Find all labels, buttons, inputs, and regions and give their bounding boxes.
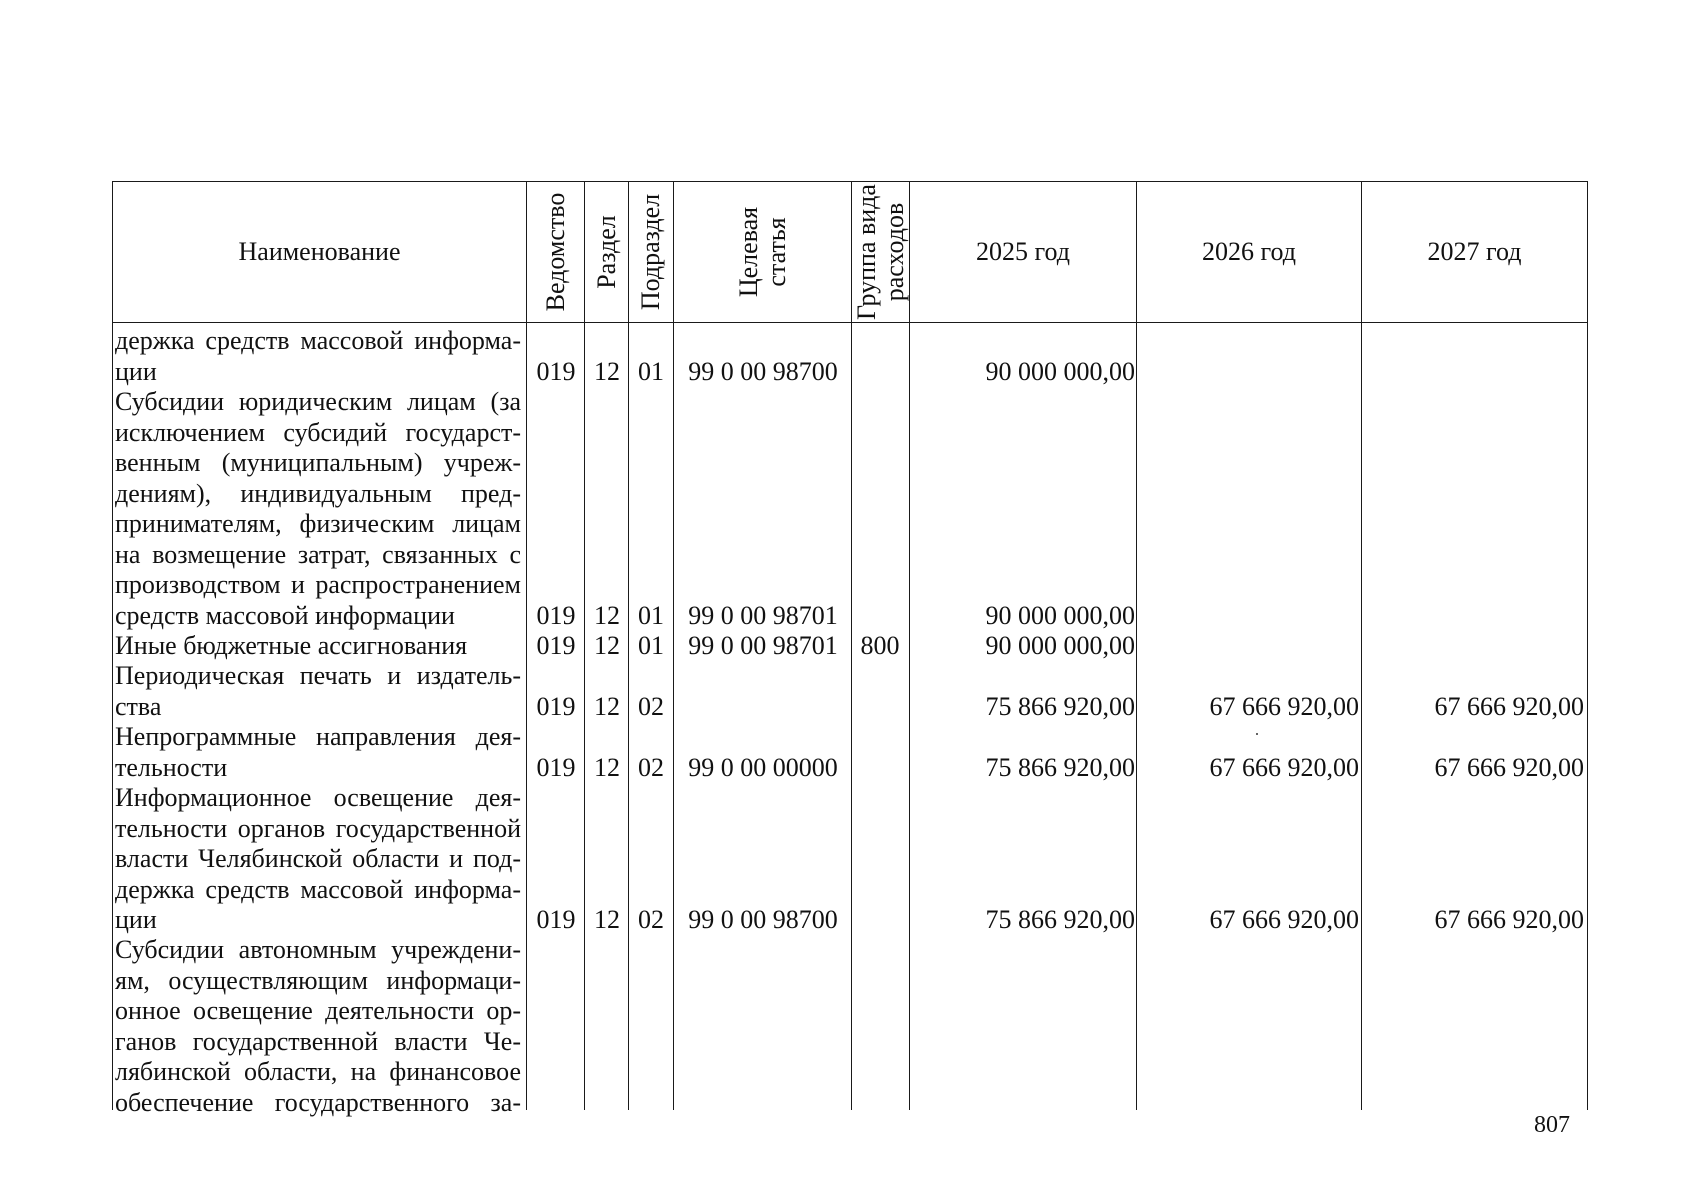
cell-celevaya: 99 0 00 00000 [688, 752, 838, 782]
cell-vedomstvo: 019 [536, 905, 576, 934]
cell-2025: 90 000 000,00 [985, 631, 1135, 660]
cell-2025: 75 866 920,00 [985, 691, 1135, 721]
cell-podrazdel: 02 [638, 905, 664, 934]
header-2025: 2025 год [909, 181, 1137, 323]
cell-podrazdel: 02 [638, 752, 664, 782]
cell-celevaya: 99 0 00 98701 [688, 600, 838, 630]
cell-vedomstvo: 019 [536, 752, 576, 782]
cell-2027: 67 666 920,00 [1434, 905, 1584, 934]
cell-razdel: 12 [594, 631, 620, 660]
cell-2026: 67 666 920,00 [1209, 691, 1359, 721]
cell-podrazdel: 02 [638, 691, 664, 721]
grid-line [909, 322, 910, 1110]
header-podrazdel: Подраздел [628, 181, 674, 323]
header-gruppa-vida-rashodov: Группа вида расходов [851, 181, 910, 323]
cell-razdel: 12 [594, 905, 620, 934]
grid-line [584, 322, 585, 1110]
cell-2025: 75 866 920,00 [985, 752, 1135, 782]
grid-line [526, 322, 527, 1110]
cell-razdel: 12 [594, 691, 620, 721]
grid-line [673, 322, 674, 1110]
header-celevaya-statya: Целевая статья [673, 181, 852, 323]
header-2026: 2026 год [1136, 181, 1362, 323]
cell-2027: 67 666 920,00 [1434, 752, 1584, 782]
cell-celevaya: 99 0 00 98700 [688, 905, 838, 934]
header-vedomstvo: Ведомство [526, 181, 585, 323]
row-name: Информационное освещение дея- тельности органов государственной власти Челябинской области и под- держка средств массовой информа- ции [115, 783, 521, 934]
cell-celevaya: 99 0 00 98701 [688, 631, 838, 660]
grid-line [112, 322, 113, 1110]
cell-podrazdel: 01 [638, 600, 664, 630]
cell-2025: 90 000 000,00 [985, 356, 1135, 386]
row-name: Иные бюджетные ассигнования [115, 631, 468, 660]
grid-line [628, 322, 629, 1110]
row-name: Субсидии автономным учреждени- ям, осуществляющим информаци- онное освещение деятельности ор- ганов государственной власти Че- лябинской области, на финансовое обеспечение государственного за- [115, 935, 521, 1117]
cell-vedomstvo: 019 [536, 631, 576, 660]
row-name: Периодическая печать и издатель- ства [115, 661, 521, 721]
cell-razdel: 12 [594, 752, 620, 782]
row-name: держка средств массовой информа- ции [115, 326, 521, 386]
row-name: Непрограммные направления дея- тельности [115, 722, 521, 782]
header-name: Наименование [112, 181, 527, 323]
grid-line [1587, 322, 1588, 1110]
cell-2025: 75 866 920,00 [985, 905, 1135, 934]
cell-podrazdel: 01 [638, 356, 664, 386]
cell-2026: 67 666 920,00 [1209, 752, 1359, 782]
cell-podrazdel: 01 [638, 631, 664, 660]
cell-2027: 67 666 920,00 [1434, 691, 1584, 721]
header-2027: 2027 год [1361, 181, 1588, 323]
cell-vedomstvo: 019 [536, 356, 576, 386]
cell-razdel: 12 [594, 600, 620, 630]
scan-speck [1256, 733, 1258, 735]
grid-line [851, 322, 852, 1110]
cell-razdel: 12 [594, 356, 620, 386]
cell-celevaya: 99 0 00 98700 [688, 356, 838, 386]
cell-vedomstvo: 019 [536, 691, 576, 721]
cell-2026: 67 666 920,00 [1209, 905, 1359, 934]
row-name: Субсидии юридическим лицам (за исключением субсидий государст- венным (муниципальным) учреж- дениям), индивидуальным пред- принимателям, физическим лицам на возмещение затрат, связанных с производством и распространением средств массовой информации [115, 387, 521, 630]
cell-2025: 90 000 000,00 [985, 600, 1135, 630]
page-number: 807 [1534, 1112, 1570, 1138]
header-razdel: Раздел [584, 181, 629, 323]
cell-vedomstvo: 019 [536, 600, 576, 630]
cell-gruppa: 800 [860, 631, 900, 660]
